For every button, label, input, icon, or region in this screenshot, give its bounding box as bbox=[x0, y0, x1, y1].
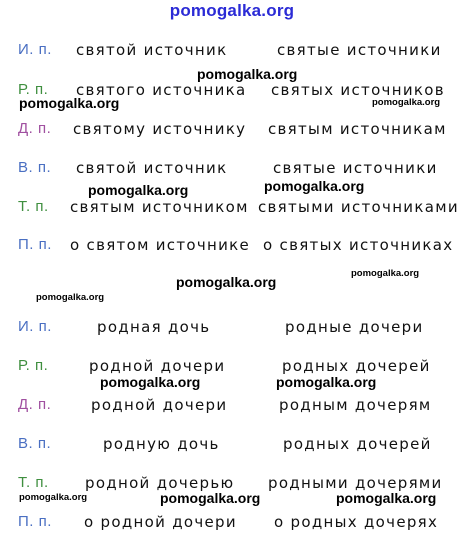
watermark-text: pomogalka.org bbox=[351, 268, 420, 279]
watermark-text: pomogalka.org bbox=[336, 490, 437, 506]
plural-form: родных дочерей bbox=[282, 357, 431, 375]
singular-form: родной дочерью bbox=[85, 474, 235, 492]
singular-form: святой источник bbox=[76, 159, 228, 177]
plural-form: родных дочерей bbox=[283, 435, 432, 453]
case-label-nominative: И. п. bbox=[18, 41, 52, 58]
watermark-text: pomogalka.org bbox=[88, 182, 189, 198]
case-label-instrumental: Т. п. bbox=[18, 198, 49, 215]
plural-form: родные дочери bbox=[285, 318, 424, 336]
singular-form: святой источник bbox=[76, 41, 228, 59]
watermark-text: pomogalka.org bbox=[276, 374, 377, 390]
watermark-text: pomogalka.org bbox=[197, 66, 298, 82]
case-label-genitive: Р. п. bbox=[18, 81, 49, 98]
case-label-genitive: Р. п. bbox=[18, 357, 49, 374]
plural-form: о родных дочерях bbox=[274, 513, 439, 531]
singular-form: родной дочери bbox=[89, 357, 226, 375]
plural-form: родными дочерями bbox=[268, 474, 443, 492]
plural-form: святых источников bbox=[271, 81, 445, 99]
plural-form: святые источники bbox=[273, 159, 438, 177]
watermark-text: pomogalka.org bbox=[372, 97, 441, 108]
watermark-text: pomogalka.org bbox=[19, 95, 120, 111]
case-label-prepositional: П. п. bbox=[18, 236, 52, 253]
watermark-text: pomogalka.org bbox=[264, 178, 365, 194]
site-header: pomogalka.org bbox=[169, 1, 295, 20]
plural-form: о святых источниках bbox=[263, 236, 454, 254]
case-label-nominative: И. п. bbox=[18, 318, 52, 335]
case-label-dative: Д. п. bbox=[18, 120, 52, 137]
singular-form: святому источнику bbox=[73, 120, 247, 138]
singular-form: родной дочери bbox=[91, 396, 228, 414]
watermark-text: pomogalka.org bbox=[100, 374, 201, 390]
singular-form: святым источником bbox=[70, 198, 249, 216]
case-label-instrumental: Т. п. bbox=[18, 474, 49, 491]
watermark-text: pomogalka.org bbox=[19, 492, 88, 503]
plural-form: святым источникам bbox=[268, 120, 447, 138]
case-label-dative: Д. п. bbox=[18, 396, 52, 413]
plural-form: святыми источниками bbox=[258, 198, 459, 216]
singular-form: святого источника bbox=[76, 81, 247, 99]
watermark-text: pomogalka.org bbox=[36, 292, 105, 303]
singular-form: родная дочь bbox=[97, 318, 211, 336]
singular-form: родную дочь bbox=[103, 435, 220, 453]
singular-form: о родной дочери bbox=[84, 513, 237, 531]
plural-form: святые источники bbox=[277, 41, 442, 59]
watermark-text: pomogalka.org bbox=[160, 490, 261, 506]
case-label-accusative: В. п. bbox=[18, 435, 52, 452]
plural-form: родным дочерям bbox=[279, 396, 432, 414]
singular-form: о святом источнике bbox=[70, 236, 251, 254]
watermark-text: pomogalka.org bbox=[176, 274, 277, 290]
case-label-prepositional: П. п. bbox=[18, 513, 52, 530]
case-label-accusative: В. п. bbox=[18, 159, 52, 176]
